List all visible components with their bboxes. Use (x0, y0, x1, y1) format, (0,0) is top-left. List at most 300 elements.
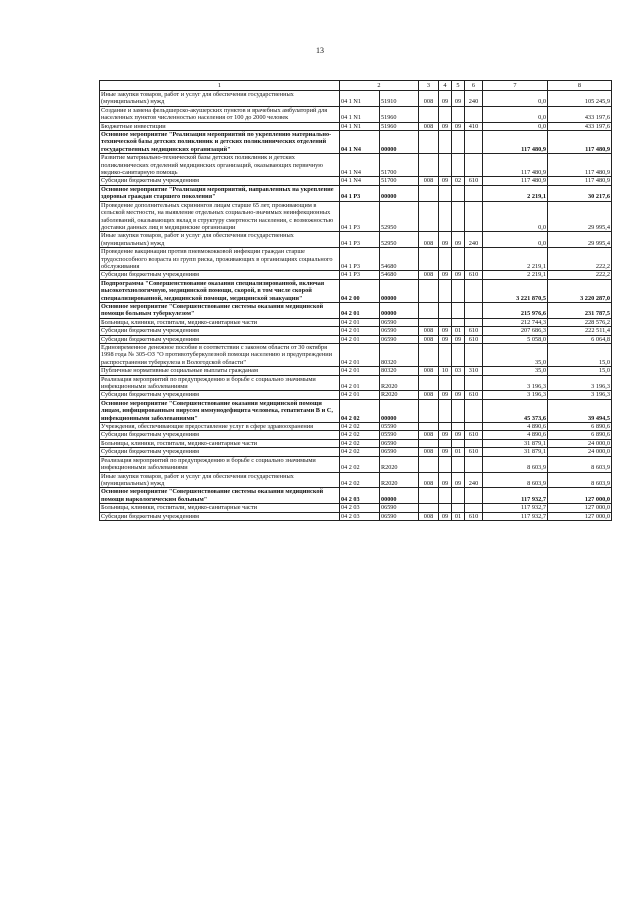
expense-code: 51960 (380, 122, 419, 130)
amount-year-2: 15,0 (548, 367, 612, 375)
row-name: Иные закупки товаров, работ и услуг для обеспечения государственных (муниципальных) нужд (100, 472, 340, 488)
expense-type-code: 610 (465, 271, 483, 279)
subsection-code (452, 201, 465, 232)
table-row (100, 318, 612, 326)
row-name: Субсидии бюджетным учреждениям (100, 512, 340, 520)
table-row (100, 122, 612, 130)
department-code: 008 (419, 431, 439, 439)
section-code: 09 (439, 472, 452, 488)
expense-type-code: 240 (465, 91, 483, 107)
subsection-code (452, 504, 465, 512)
column-header: 5 (452, 81, 465, 91)
department-code (419, 185, 439, 201)
target-code: 04 2 02 (340, 399, 380, 422)
section-code (439, 399, 452, 422)
section-code (439, 248, 452, 271)
row-name: Реализация мероприятий по предупреждению и борьбе с социально значимыми инфекционными заболеваниями (100, 375, 340, 391)
column-header: 7 (483, 81, 548, 91)
column-header: 6 (465, 81, 483, 91)
target-code: 04 2 01 (340, 327, 380, 335)
amount-year-1: 0,0 (483, 232, 548, 248)
expense-code: 80320 (380, 344, 419, 367)
section-code (439, 154, 452, 177)
expense-type-code: 310 (465, 367, 483, 375)
expense-code: 52950 (380, 201, 419, 232)
section-code (439, 106, 452, 122)
subsection-code: 09 (452, 472, 465, 488)
expense-type-code (465, 154, 483, 177)
amount-year-1: 3 196,3 (483, 375, 548, 391)
expense-type-code: 240 (465, 472, 483, 488)
department-code: 008 (419, 91, 439, 107)
section-code (439, 504, 452, 512)
table-row (100, 232, 612, 248)
expense-code: 00000 (380, 185, 419, 201)
row-name: Больницы, клиники, госпитали, медико-санитарные части (100, 504, 340, 512)
target-code: 04 2 03 (340, 512, 380, 520)
target-code: 04 2 02 (340, 472, 380, 488)
subsection-code (452, 279, 465, 302)
amount-year-1: 117 480,9 (483, 177, 548, 185)
target-code: 04 2 02 (340, 439, 380, 447)
amount-year-2: 8 603,9 (548, 456, 612, 472)
expense-type-code (465, 279, 483, 302)
department-code (419, 375, 439, 391)
column-header: 3 (419, 81, 439, 91)
table-row (100, 279, 612, 302)
target-code: 04 1 N4 (340, 177, 380, 185)
section-code (439, 375, 452, 391)
subsection-code (452, 423, 465, 431)
amount-year-1: 3 196,3 (483, 391, 548, 399)
expense-type-code (465, 248, 483, 271)
column-header: 1 (100, 81, 340, 91)
amount-year-1: 117 932,7 (483, 488, 548, 504)
section-code: 09 (439, 448, 452, 456)
target-code: 04 1 P3 (340, 232, 380, 248)
table-row (100, 448, 612, 456)
amount-year-2: 228 576,2 (548, 318, 612, 326)
expense-code: 06590 (380, 318, 419, 326)
expense-type-code (465, 375, 483, 391)
amount-year-1: 3 221 870,5 (483, 279, 548, 302)
row-name: Субсидии бюджетным учреждениям (100, 448, 340, 456)
target-code: 04 2 03 (340, 488, 380, 504)
section-code: 09 (439, 122, 452, 130)
department-code (419, 399, 439, 422)
table-row (100, 177, 612, 185)
amount-year-1: 117 480,9 (483, 154, 548, 177)
expense-type-code (465, 504, 483, 512)
amount-year-2: 117 480,9 (548, 177, 612, 185)
expense-type-code: 610 (465, 335, 483, 343)
expense-type-code (465, 185, 483, 201)
expense-code: 00000 (380, 488, 419, 504)
department-code (419, 279, 439, 302)
expense-type-code (465, 488, 483, 504)
table-row (100, 271, 612, 279)
department-code (419, 248, 439, 271)
expense-type-code: 610 (465, 512, 483, 520)
subsection-code: 09 (452, 335, 465, 343)
expense-type-code (465, 456, 483, 472)
expense-code: 51700 (380, 177, 419, 185)
section-code (439, 201, 452, 232)
department-code (419, 456, 439, 472)
expense-type-code (465, 439, 483, 447)
table-row (100, 185, 612, 201)
row-name: Субсидии бюджетным учреждениям (100, 327, 340, 335)
row-name: Основное мероприятие "Совершенствование оказания медицинской помощи лицам, инфицированным вирусом иммунодефицита человека, гепатитами В и С, инфекционными заболеваниями" (100, 399, 340, 422)
amount-year-2: 222,2 (548, 248, 612, 271)
subsection-code: 01 (452, 327, 465, 335)
department-code (419, 201, 439, 232)
amount-year-2: 30 217,6 (548, 185, 612, 201)
amount-year-2: 6 064,8 (548, 335, 612, 343)
expense-code: R2020 (380, 472, 419, 488)
expense-code: R2020 (380, 456, 419, 472)
amount-year-2: 127 000,0 (548, 512, 612, 520)
amount-year-2: 24 000,0 (548, 448, 612, 456)
row-name: Больницы, клиники, госпитали, медико-санитарные части (100, 439, 340, 447)
amount-year-1: 215 976,6 (483, 302, 548, 318)
amount-year-1: 31 879,1 (483, 448, 548, 456)
section-code: 09 (439, 335, 452, 343)
amount-year-1: 35,0 (483, 344, 548, 367)
amount-year-1: 2 219,1 (483, 248, 548, 271)
row-name: Больницы, клиники, госпитали, медико-санитарные части (100, 318, 340, 326)
department-code: 008 (419, 177, 439, 185)
amount-year-2: 127 000,0 (548, 488, 612, 504)
subsection-code: 03 (452, 367, 465, 375)
target-code: 04 2 02 (340, 448, 380, 456)
amount-year-2: 127 000,0 (548, 504, 612, 512)
department-code: 008 (419, 327, 439, 335)
table-row (100, 439, 612, 447)
table-row (100, 488, 612, 504)
target-code: 04 2 01 (340, 375, 380, 391)
row-name: Публичные нормативные социальные выплаты гражданам (100, 367, 340, 375)
section-code (439, 423, 452, 431)
department-code (419, 131, 439, 154)
expense-code: 54680 (380, 248, 419, 271)
expense-type-code (465, 131, 483, 154)
subsection-code (452, 439, 465, 447)
amount-year-1: 35,0 (483, 367, 548, 375)
section-code: 09 (439, 512, 452, 520)
row-name: Основное мероприятие "Совершенствование системы оказания медицинской помощи больным туберкулезом" (100, 302, 340, 318)
expense-type-code (465, 106, 483, 122)
subsection-code: 09 (452, 122, 465, 130)
expense-type-code: 610 (465, 391, 483, 399)
amount-year-1: 45 373,6 (483, 399, 548, 422)
department-code: 008 (419, 232, 439, 248)
target-code: 04 2 02 (340, 423, 380, 431)
row-name: Бюджетные инвестиции (100, 122, 340, 130)
expense-code: 51960 (380, 106, 419, 122)
expense-type-code: 240 (465, 232, 483, 248)
table-row (100, 399, 612, 422)
subsection-code: 09 (452, 391, 465, 399)
subsection-code (452, 302, 465, 318)
department-code (419, 439, 439, 447)
target-code: 04 2 01 (340, 302, 380, 318)
row-name: Единовременное денежное пособие в соответствии с законом области от 30 октября 1998 года № 305-ОЗ "О противотуберкулезной помощи населению и предупреждении распространения туберкулеза в Вологодской области" (100, 344, 340, 367)
table-row (100, 423, 612, 431)
amount-year-1: 4 890,6 (483, 423, 548, 431)
table-row (100, 327, 612, 335)
row-name: Реализация мероприятий по предупреждению и борьбе с социально значимыми инфекционными заболеваниями (100, 456, 340, 472)
row-name: Основное мероприятие "Реализация мероприятий, направленных на укрепление здоровья граждан старшего поколения" (100, 185, 340, 201)
expense-code: 54680 (380, 271, 419, 279)
column-header: 8 (548, 81, 612, 91)
section-code: 09 (439, 91, 452, 107)
amount-year-2: 433 197,6 (548, 122, 612, 130)
amount-year-1: 212 744,3 (483, 318, 548, 326)
amount-year-2: 117 480,9 (548, 131, 612, 154)
amount-year-1: 8 603,9 (483, 472, 548, 488)
row-name: Субсидии бюджетным учреждениям (100, 335, 340, 343)
amount-year-1: 2 219,1 (483, 185, 548, 201)
subsection-code (452, 375, 465, 391)
expense-code: 51700 (380, 154, 419, 177)
expense-code: 51910 (380, 91, 419, 107)
table-row (100, 431, 612, 439)
amount-year-2: 3 220 287,0 (548, 279, 612, 302)
amount-year-1: 4 890,6 (483, 431, 548, 439)
subsection-code (452, 106, 465, 122)
department-code: 008 (419, 122, 439, 130)
target-code: 04 1 P3 (340, 201, 380, 232)
subsection-code (452, 248, 465, 271)
amount-year-2: 231 787,5 (548, 302, 612, 318)
expense-code: 06590 (380, 504, 419, 512)
row-name: Субсидии бюджетным учреждениям (100, 177, 340, 185)
amount-year-2: 8 603,9 (548, 472, 612, 488)
amount-year-1: 0,0 (483, 122, 548, 130)
subsection-code (452, 344, 465, 367)
subsection-code: 09 (452, 232, 465, 248)
expense-type-code: 410 (465, 122, 483, 130)
row-name: Проведение вакцинации против пневмококковой инфекции граждан старше трудоспособного возраста из групп риска, проживающих в организациях социального обслуживания (100, 248, 340, 271)
row-name: Основное мероприятие "Реализация мероприятий по укреплению материально-технической базы детских поликлиник и детских поликлинических отделений государственных медицинских организаций" (100, 131, 340, 154)
department-code (419, 504, 439, 512)
subsection-code (452, 399, 465, 422)
amount-year-1: 31 879,1 (483, 439, 548, 447)
target-code: 04 2 02 (340, 456, 380, 472)
department-code: 008 (419, 512, 439, 520)
table-row (100, 154, 612, 177)
target-code: 04 1 N1 (340, 106, 380, 122)
section-code: 09 (439, 232, 452, 248)
amount-year-2: 433 197,6 (548, 106, 612, 122)
column-header: 2 (340, 81, 419, 91)
expense-code: 00000 (380, 279, 419, 302)
expense-code: 06590 (380, 335, 419, 343)
section-code: 09 (439, 391, 452, 399)
subsection-code: 01 (452, 448, 465, 456)
amount-year-1: 2 219,1 (483, 271, 548, 279)
section-code (439, 131, 452, 154)
target-code: 04 1 N4 (340, 154, 380, 177)
amount-year-2: 105 245,9 (548, 91, 612, 107)
amount-year-2: 15,0 (548, 344, 612, 367)
target-code: 04 2 03 (340, 504, 380, 512)
target-code: 04 2 01 (340, 367, 380, 375)
department-code: 008 (419, 335, 439, 343)
section-code (439, 439, 452, 447)
department-code: 008 (419, 391, 439, 399)
expense-type-code (465, 399, 483, 422)
expense-code: 06590 (380, 448, 419, 456)
amount-year-2: 222 511,4 (548, 327, 612, 335)
subsection-code: 01 (452, 512, 465, 520)
expense-code: 00000 (380, 131, 419, 154)
expense-code: 06590 (380, 439, 419, 447)
table-row (100, 248, 612, 271)
amount-year-1: 0,0 (483, 91, 548, 107)
amount-year-1: 117 932,7 (483, 504, 548, 512)
amount-year-2: 6 890,6 (548, 423, 612, 431)
department-code (419, 302, 439, 318)
amount-year-1: 8 603,9 (483, 456, 548, 472)
subsection-code: 09 (452, 271, 465, 279)
subsection-code (452, 318, 465, 326)
table-row (100, 391, 612, 399)
row-name: Создание и замена фельдшерско-акушерских пунктов и врачебных амбулаторий для населенных пунктов численностью населения от 100 до 2000 человек (100, 106, 340, 122)
section-code: 09 (439, 177, 452, 185)
row-name: Иные закупки товаров, работ и услуг для обеспечения государственных (муниципальных) нужд (100, 91, 340, 107)
expense-type-code (465, 201, 483, 232)
subsection-code (452, 456, 465, 472)
amount-year-1: 0,0 (483, 201, 548, 232)
table-row (100, 201, 612, 232)
amount-year-1: 5 058,0 (483, 335, 548, 343)
expense-code: 52950 (380, 232, 419, 248)
amount-year-2: 29 995,4 (548, 201, 612, 232)
table-row (100, 456, 612, 472)
department-code (419, 106, 439, 122)
expense-type-code: 610 (465, 448, 483, 456)
department-code (419, 154, 439, 177)
target-code: 04 1 P3 (340, 271, 380, 279)
table-body (100, 91, 612, 521)
department-code: 008 (419, 448, 439, 456)
table-row (100, 504, 612, 512)
section-code (439, 488, 452, 504)
amount-year-1: 207 686,3 (483, 327, 548, 335)
expense-code: 06590 (380, 512, 419, 520)
section-code (439, 279, 452, 302)
target-code: 04 2 01 (340, 318, 380, 326)
target-code: 04 1 N1 (340, 122, 380, 130)
expense-type-code: 610 (465, 177, 483, 185)
target-code: 04 2 00 (340, 279, 380, 302)
target-code: 04 2 02 (340, 431, 380, 439)
subsection-code: 09 (452, 431, 465, 439)
section-code (439, 318, 452, 326)
amount-year-1: 117 480,9 (483, 131, 548, 154)
table-row (100, 375, 612, 391)
row-name: Иные закупки товаров, работ и услуг для обеспечения государственных (муниципальных) нужд (100, 232, 340, 248)
department-code: 008 (419, 271, 439, 279)
section-code: 09 (439, 431, 452, 439)
expense-type-code: 610 (465, 431, 483, 439)
table-row (100, 302, 612, 318)
target-code: 04 1 P3 (340, 185, 380, 201)
expense-code: 00000 (380, 302, 419, 318)
department-code (419, 488, 439, 504)
department-code (419, 423, 439, 431)
amount-year-2: 39 494,5 (548, 399, 612, 422)
expense-type-code (465, 423, 483, 431)
target-code: 04 2 01 (340, 335, 380, 343)
amount-year-2: 222,2 (548, 271, 612, 279)
table-row (100, 131, 612, 154)
department-code (419, 318, 439, 326)
subsection-code (452, 488, 465, 504)
subsection-code (452, 154, 465, 177)
expense-type-code: 610 (465, 327, 483, 335)
target-code: 04 2 01 (340, 344, 380, 367)
subsection-code (452, 131, 465, 154)
amount-year-2: 3 196,3 (548, 391, 612, 399)
row-name: Субсидии бюджетным учреждениям (100, 431, 340, 439)
table-row (100, 512, 612, 520)
expense-code: 80320 (380, 367, 419, 375)
amount-year-2: 24 000,0 (548, 439, 612, 447)
section-code (439, 456, 452, 472)
table-row (100, 472, 612, 488)
expense-code: R2020 (380, 375, 419, 391)
subsection-code: 02 (452, 177, 465, 185)
section-code: 09 (439, 271, 452, 279)
amount-year-2: 117 480,9 (548, 154, 612, 177)
target-code: 04 1 N1 (340, 91, 380, 107)
row-name: Субсидии бюджетным учреждениям (100, 271, 340, 279)
budget-table (99, 80, 612, 521)
section-code: 10 (439, 367, 452, 375)
target-code: 04 1 P3 (340, 248, 380, 271)
expense-type-code (465, 344, 483, 367)
section-code (439, 302, 452, 318)
subsection-code: 09 (452, 91, 465, 107)
row-name: Подпрограмма "Совершенствование оказания специализированной, включая высокотехнологичную, медицинской помощи, скорой, в том числе скорой специализированной, медицинской помощи, медицинской эвакуации" (100, 279, 340, 302)
table-row (100, 106, 612, 122)
amount-year-1: 0,0 (483, 106, 548, 122)
table-row (100, 91, 612, 107)
row-name: Развитие материально-технической базы детских поликлиник и детских поликлинических отделений медицинских организаций, оказывающих первичную медико-санитарную помощь (100, 154, 340, 177)
row-name: Субсидии бюджетным учреждениям (100, 391, 340, 399)
section-code: 09 (439, 327, 452, 335)
amount-year-2: 29 995,4 (548, 232, 612, 248)
section-code (439, 344, 452, 367)
department-code: 008 (419, 367, 439, 375)
column-header: 4 (439, 81, 452, 91)
amount-year-1: 117 932,7 (483, 512, 548, 520)
section-code (439, 185, 452, 201)
subsection-code (452, 185, 465, 201)
expense-code: 05590 (380, 423, 419, 431)
row-name: Основное мероприятие "Совершенствование системы оказания медицинской помощи наркологическим больным" (100, 488, 340, 504)
expense-code: R2020 (380, 391, 419, 399)
table-row (100, 367, 612, 375)
target-code: 04 2 01 (340, 391, 380, 399)
expense-type-code (465, 318, 483, 326)
expense-code: 00000 (380, 399, 419, 422)
page-number: 13 (316, 46, 324, 55)
department-code (419, 344, 439, 367)
